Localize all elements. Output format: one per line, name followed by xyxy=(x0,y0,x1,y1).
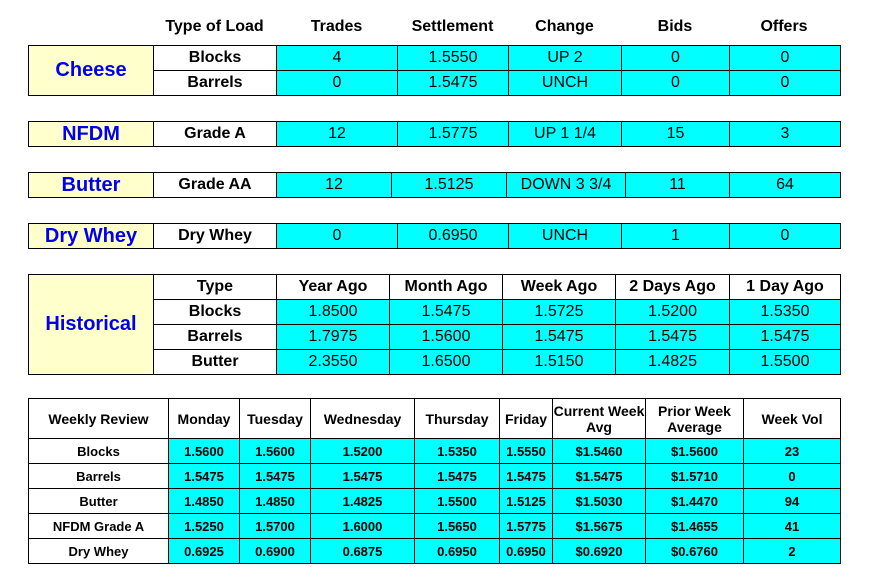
cheese-barrels-trades: 0 xyxy=(277,71,398,96)
butter-offers: 64 xyxy=(730,173,841,198)
historical-header-1-day-ago: 1 Day Ago xyxy=(730,275,841,300)
weekly-cell: 1.5500 xyxy=(415,489,500,514)
nfdm-trades: 12 xyxy=(277,122,398,147)
weekly-cell: 1.5775 xyxy=(500,514,553,539)
weekly-cell: 1.5475 xyxy=(415,464,500,489)
whey-settlement: 0.6950 xyxy=(398,224,509,249)
weekly-cell: $1.5600 xyxy=(646,439,744,464)
weekly-row-label: Dry Whey xyxy=(29,539,169,564)
historical-header-week-ago: Week Ago xyxy=(503,275,616,300)
weekly-header-label: Weekly Review xyxy=(29,399,169,439)
historical-row-label: Butter xyxy=(154,350,277,375)
weekly-cell: 1.5250 xyxy=(169,514,240,539)
historical-cell: 1.7975 xyxy=(277,325,390,350)
weekly-cell: 1.5600 xyxy=(240,439,311,464)
weekly-cell: 1.5550 xyxy=(500,439,553,464)
weekly-header-tuesday: Tuesday xyxy=(240,399,311,439)
weekly-header-thursday: Thursday xyxy=(415,399,500,439)
cheese-blocks-change: UP 2 xyxy=(509,46,622,71)
header-bids: Bids xyxy=(657,18,693,35)
cheese-blocks-bids: 0 xyxy=(622,46,730,71)
weekly-row xyxy=(29,439,841,464)
historical-cell: 1.5475 xyxy=(730,325,841,350)
historical-cell: 1.5475 xyxy=(503,325,616,350)
weekly-cell: $1.5710 xyxy=(646,464,744,489)
weekly-cell: 1.4850 xyxy=(240,489,311,514)
historical-row-label: Blocks xyxy=(154,300,277,325)
historical-cell: 1.5600 xyxy=(390,325,503,350)
historical-cell: 2.3550 xyxy=(277,350,390,375)
cheese-barrels-offers: 0 xyxy=(730,71,841,96)
weekly-cell: 1.5700 xyxy=(240,514,311,539)
weekly-header-monday: Monday xyxy=(169,399,240,439)
weekly-cell: $1.5460 xyxy=(553,439,646,464)
weekly-cell: 1.5600 xyxy=(169,439,240,464)
whey-label: Dry Whey xyxy=(29,224,154,249)
historical-cell: 1.5200 xyxy=(616,300,730,325)
weekly-row-label: Barrels xyxy=(29,464,169,489)
weekly-cell: 0.6950 xyxy=(415,539,500,564)
weekly-header-wednesday: Wednesday xyxy=(311,399,415,439)
historical-header-type: Type xyxy=(154,275,277,300)
historical-cell: 1.8500 xyxy=(277,300,390,325)
historical-cell: 1.4825 xyxy=(616,350,730,375)
weekly-cell: 41 xyxy=(744,514,841,539)
weekly-row-label: NFDM Grade A xyxy=(29,514,169,539)
weekly-cell: $0.6920 xyxy=(553,539,646,564)
whey-type: Dry Whey xyxy=(154,224,277,249)
nfdm-offers: 3 xyxy=(730,122,841,147)
weekly-cell: 2 xyxy=(744,539,841,564)
historical-label: Historical xyxy=(29,275,154,375)
butter-change: DOWN 3 3/4 xyxy=(507,173,626,198)
weekly-cell: 1.5650 xyxy=(415,514,500,539)
weekly-review-table xyxy=(28,398,841,564)
weekly-cell: 0.6925 xyxy=(169,539,240,564)
cheese-barrels-bids: 0 xyxy=(622,71,730,96)
butter-bids: 11 xyxy=(626,173,730,198)
weekly-cell: 0.6900 xyxy=(240,539,311,564)
header-trades: Trades xyxy=(310,18,363,35)
butter-type: Grade AA xyxy=(154,173,277,198)
weekly-cell: $1.4655 xyxy=(646,514,744,539)
butter-trades: 12 xyxy=(277,173,392,198)
nfdm-table xyxy=(28,121,841,147)
cheese-barrels-settlement: 1.5475 xyxy=(398,71,509,96)
historical-cell: 1.6500 xyxy=(390,350,503,375)
weekly-header-current-avg: Current Week Avg xyxy=(553,399,646,439)
historical-row-label: Barrels xyxy=(154,325,277,350)
nfdm-bids: 15 xyxy=(622,122,730,147)
historical-cell: 1.5350 xyxy=(730,300,841,325)
whey-change: UNCH xyxy=(509,224,622,249)
weekly-cell: 94 xyxy=(744,489,841,514)
weekly-cell: 1.5200 xyxy=(311,439,415,464)
historical-cell: 1.5150 xyxy=(503,350,616,375)
historical-cell: 1.5475 xyxy=(616,325,730,350)
weekly-cell: $0.6760 xyxy=(646,539,744,564)
weekly-row xyxy=(29,489,841,514)
weekly-cell: 1.6000 xyxy=(311,514,415,539)
cheese-blocks-settlement: 1.5550 xyxy=(398,46,509,71)
whey-offers: 0 xyxy=(730,224,841,249)
weekly-row xyxy=(29,464,841,489)
weekly-cell: $1.5675 xyxy=(553,514,646,539)
historical-cell: 1.5500 xyxy=(730,350,841,375)
whey-trades: 0 xyxy=(277,224,398,249)
weekly-cell: 1.4850 xyxy=(169,489,240,514)
weekly-cell: 1.5475 xyxy=(500,464,553,489)
weekly-cell: 1.4825 xyxy=(311,489,415,514)
weekly-cell: 23 xyxy=(744,439,841,464)
weekly-cell: 1.5475 xyxy=(311,464,415,489)
weekly-header-prior-avg: Prior Week Average xyxy=(646,399,744,439)
nfdm-change: UP 1 1/4 xyxy=(509,122,622,147)
cheese-table xyxy=(28,45,841,96)
header-change: Change xyxy=(535,18,594,35)
header-settlement: Settlement xyxy=(411,18,494,35)
nfdm-settlement: 1.5775 xyxy=(398,122,509,147)
weekly-cell: 0.6875 xyxy=(311,539,415,564)
butter-settlement: 1.5125 xyxy=(392,173,507,198)
weekly-row-label: Butter xyxy=(29,489,169,514)
butter-table xyxy=(28,172,841,198)
header-offers: Offers xyxy=(760,18,808,35)
weekly-row xyxy=(29,539,841,564)
weekly-cell: $1.5475 xyxy=(553,464,646,489)
weekly-cell: 1.5475 xyxy=(169,464,240,489)
cheese-blocks-offers: 0 xyxy=(730,46,841,71)
historical-header-month-ago: Month Ago xyxy=(390,275,503,300)
historical-cell: 1.5725 xyxy=(503,300,616,325)
cheese-barrels-type: Barrels xyxy=(154,71,277,96)
weekly-cell: 0.6950 xyxy=(500,539,553,564)
historical-cell: 1.5475 xyxy=(390,300,503,325)
historical-header-2-days-ago: 2 Days Ago xyxy=(616,275,730,300)
nfdm-label: NFDM xyxy=(29,122,154,147)
weekly-cell: 1.5350 xyxy=(415,439,500,464)
weekly-cell: 0 xyxy=(744,464,841,489)
cheese-barrels-change: UNCH xyxy=(509,71,622,96)
header-type-of-load: Type of Load xyxy=(165,18,264,35)
weekly-row xyxy=(29,514,841,539)
weekly-cell: 1.5125 xyxy=(500,489,553,514)
whey-table xyxy=(28,223,841,249)
cheese-label: Cheese xyxy=(29,46,154,96)
historical-table xyxy=(28,274,841,375)
weekly-cell: $1.5030 xyxy=(553,489,646,514)
butter-label: Butter xyxy=(29,173,154,198)
weekly-header-friday: Friday xyxy=(500,399,553,439)
nfdm-type: Grade A xyxy=(154,122,277,147)
historical-header-year-ago: Year Ago xyxy=(277,275,390,300)
weekly-cell: 1.5475 xyxy=(240,464,311,489)
whey-bids: 1 xyxy=(622,224,730,249)
weekly-header-week-vol: Week Vol xyxy=(744,399,841,439)
weekly-cell: $1.4470 xyxy=(646,489,744,514)
cheese-blocks-type: Blocks xyxy=(154,46,277,71)
cheese-blocks-trades: 4 xyxy=(277,46,398,71)
weekly-row-label: Blocks xyxy=(29,439,169,464)
